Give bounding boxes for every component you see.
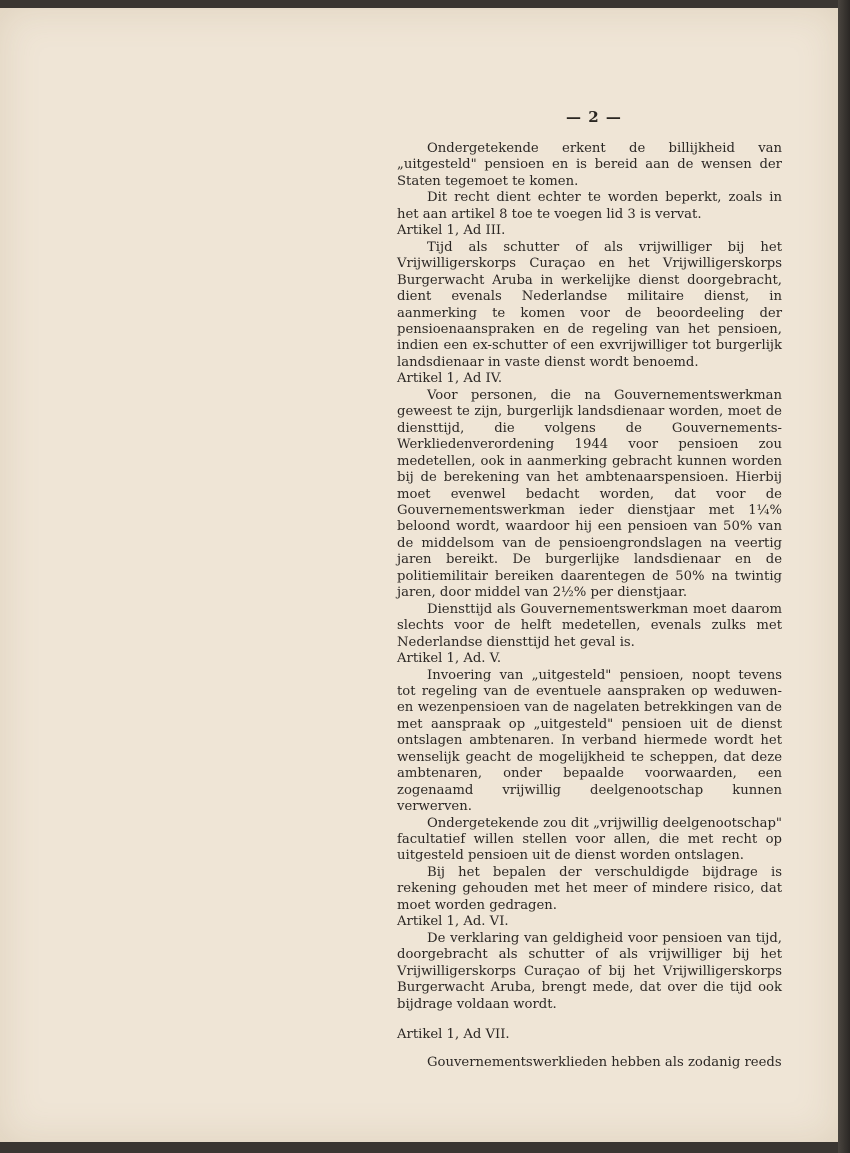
paragraph: Voor personen, die na Gouvernementswerkman geweest te zijn, burgerlijk landsdienaar worden, moet de diensttijd, die volgens de Gouvernements-Werkliedenverordening 1944 voor pensioen zou medetellen, ook in aanmerking gebracht kunnen worden bij de berekening van het ambtenaarspensioen. Hierbij moet evenwel bedacht worden, dat voor de Gouvernementswerkman ieder dienstjaar met 1¼% beloond wordt, waardoor hij een pensioen van 50% van de middelsom van de pensioengrondslagen na veertig jaren bereikt. De burgerlijke landsdienaar en de politiemilitair bereiken daarentegen de 50% na twintig jaren, door middel van 2½% per dienstjaar. xyxy=(397,387,782,601)
article-heading: Artikel 1, Ad IV. xyxy=(397,371,503,387)
paragraph: Tijd als schutter of als vrijwilliger bij het Vrijwilligerskorps Curaçao en het Vrijwilligerskorps Burgerwacht Aruba in werkelijke dienst doorgebracht, dient evenals Nederlandse militaire dienst, in aanmerking te komen voor de beoordeeling der pensioenaanspraken en de regeling van het pensioen, indien een ex-schutter of een exvrijwilliger tot burgerlijk landsdienaar in vaste dienst wordt benoemd. xyxy=(397,239,782,370)
article-heading: Artikel 1, Ad III. xyxy=(397,223,506,239)
paragraph: Diensttijd als Gouvernementswerkman moet daarom slechts voor de helft medetellen, evenals zulks met Nederlandse diensttijd het geval is. xyxy=(397,601,782,650)
article-heading: Artikel 1, Ad. V. xyxy=(397,651,502,667)
paragraph: Dit recht dient echter te worden beperkt, zoals in het aan artikel 8 toe te voegen lid 3 is vervat. xyxy=(397,190,782,222)
scan-edge xyxy=(838,0,850,1153)
paragraph: Gouvernementswerklieden hebben als zodanig reeds xyxy=(427,1055,782,1071)
paragraph: Invoering van „uitgesteld" pensioen, noopt tevens tot regeling van de eventuele aanspraken op weduwen- en wezenpensioen van de nagelaten betrekkingen van de met aanspraak op „uitgesteld" pensioen uit de dienst ontslagen ambtenaren. In verband hiermede wordt het wenselijk geacht de mogelijkheid te scheppen, dat deze ambtenaren, onder bepaalde voorwaarden, een zogenaamd vrijwillig deelgenootschap kunnen verwerven. xyxy=(397,667,782,815)
paragraph: De verklaring van geldigheid voor pensioen van tijd, doorgebracht als schutter of als vrijwilliger bij het Vrijwilligerskorps Curaçao of bij het Vrijwilligerskorps Burgerwacht Aruba, brengt mede, dat over die tijd ook bijdrage voldaan wordt. xyxy=(397,930,782,1012)
paragraph: Bij het bepalen der verschuldigde bijdrage is rekening gehouden met het meer of mindere risico, dat moet worden gedragen. xyxy=(397,864,782,913)
paragraph: Ondergetekende zou dit „vrijwillig deelgenootschap" facultatief willen stellen voor allen, die met recht op uitgesteld pensioen uit de dienst worden ontslagen. xyxy=(397,815,782,864)
body-text xyxy=(397,141,782,1072)
article-heading: Artikel 1, Ad VII. xyxy=(397,1027,510,1043)
paragraph: Ondergetekende erkent de billijkheid van „uitgesteld" pensioen en is bereid aan de wensen der Staten tegemoet te komen. xyxy=(397,141,782,189)
document-page xyxy=(0,8,838,1142)
article-heading: Artikel 1, Ad. VI. xyxy=(397,914,509,930)
page-number: — 2 — xyxy=(566,108,622,126)
